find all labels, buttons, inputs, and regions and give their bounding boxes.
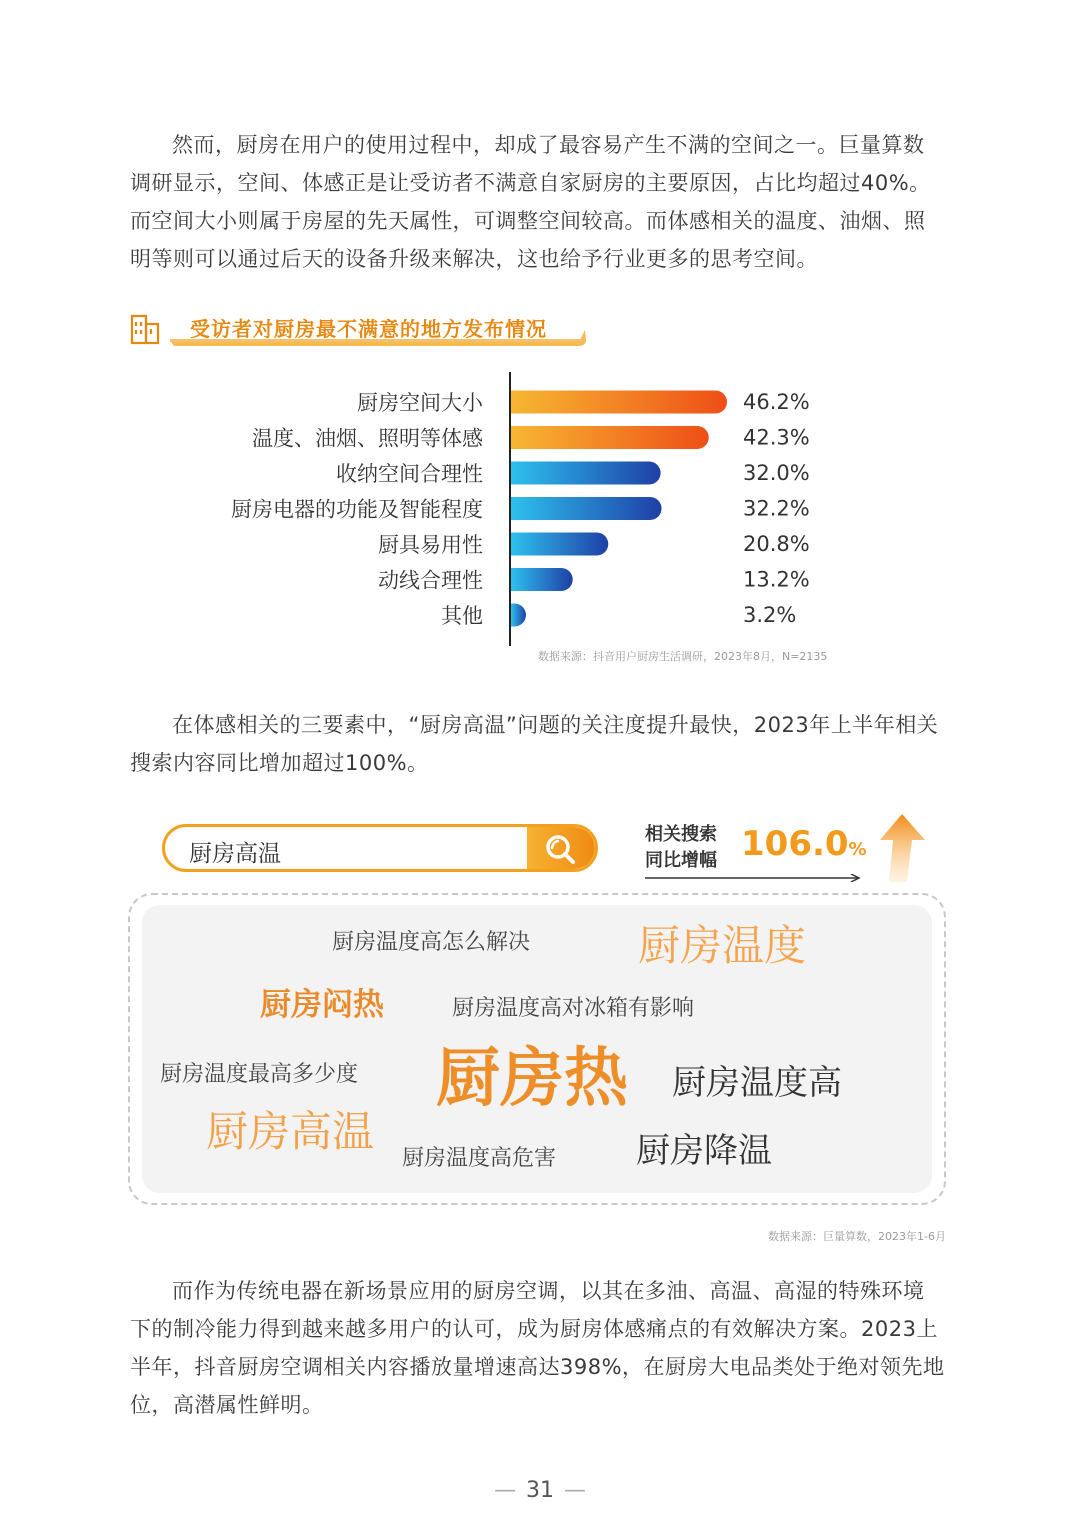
bar <box>511 497 662 520</box>
growth-value <box>741 824 867 864</box>
word-cloud-panel <box>142 905 932 1193</box>
category-label: 厨房电器的功能及智能程度 <box>231 497 483 522</box>
value-label: 20.8% <box>743 532 810 556</box>
bar <box>511 462 661 485</box>
kitchen-ac-paragraph: 而作为传统电器在新场景应用的厨房空调，以其在多油、高温、高湿的特殊环境下的制冷能力得到越来越多用户的认可，成为厨房体感痛点的有效解决方案。2023上半年，抖音厨房空调相关内容播放量增速高达398%，在厨房大电品类处于绝对领先地位，高潜属性鲜明。 <box>130 1279 945 1417</box>
cloud-word: 厨房降温 <box>636 1131 772 1171</box>
cloud-word: 厨房温度高对冰箱有影响 <box>452 996 695 1021</box>
category-label: 其他 <box>441 604 483 628</box>
growth-label-line1: 相关搜索 <box>645 824 717 845</box>
cloud-word: 厨房温度 <box>638 921 807 970</box>
category-label: 收纳空间合理性 <box>336 462 483 486</box>
chart-title: 受访者对厨房最不满意的地方发布情况 <box>190 317 547 341</box>
bar <box>511 533 608 556</box>
category-label: 温度、油烟、照明等体感 <box>252 426 483 451</box>
word-cloud-source: 数据来源：巨量算数，2023年1-6月 <box>768 1230 946 1243</box>
intro-paragraph: 然而，厨房在用户的使用过程中，却成了最容易产生不满的空间之一。巨量算数调研显示，空间、体感正是让受访者不满意自家厨房的主要原因，占比均超过40%。而空间大小则属于房屋的先天属性，可调整空间较高。而体感相关的温度、油烟、照明等则可以通过后天的设备升级来解决，这也给予行业更多的思考空间。 <box>130 133 931 271</box>
cloud-word: 厨房温度高危害 <box>402 1146 557 1171</box>
value-label: 3.2% <box>743 603 797 627</box>
bar-chart <box>200 366 840 651</box>
page-number-value: 31 <box>526 1478 554 1503</box>
growth-number: 106.0 <box>741 824 849 864</box>
cloud-word: 厨房温度高怎么解决 <box>332 930 531 955</box>
search-bar[interactable] <box>162 824 598 872</box>
chart-heading <box>130 310 600 350</box>
value-label: 46.2% <box>743 390 810 414</box>
page-number: — 31 — <box>494 1478 586 1503</box>
value-label: 42.3% <box>743 425 810 450</box>
cloud-word: 厨房闷热 <box>260 987 384 1023</box>
cloud-word: 厨房温度最高多少度 <box>160 1062 359 1087</box>
chart-source: 数据来源：抖音用户厨房生活调研，2023年8月，N=2135 <box>538 650 828 663</box>
search-input[interactable]: 厨房高温 <box>189 841 281 867</box>
search-icon <box>542 831 578 867</box>
value-label: 32.2% <box>743 496 810 521</box>
search-button[interactable] <box>527 827 595 869</box>
growth-label-line2: 同比增幅 <box>645 850 717 871</box>
bar <box>511 391 727 414</box>
category-label: 动线合理性 <box>378 568 483 593</box>
cloud-word: 厨房热 <box>436 1042 628 1116</box>
category-label: 厨具易用性 <box>378 533 483 557</box>
value-label: 32.0% <box>743 461 810 485</box>
cloud-word: 厨房温度高 <box>672 1063 842 1103</box>
value-label: 13.2% <box>743 567 810 592</box>
category-label: 厨房空间大小 <box>357 391 483 415</box>
growth-underline-arrow <box>645 874 865 882</box>
bar <box>511 604 526 627</box>
bar <box>511 568 573 591</box>
growth-unit: % <box>848 839 867 860</box>
word-cloud <box>128 893 946 1205</box>
search-growth <box>645 818 925 888</box>
bar <box>511 426 709 449</box>
up-arrow-icon <box>877 812 927 884</box>
search-trend-paragraph: 在体感相关的三要素中，“厨房高温”问题的关注度提升最快，2023年上半年相关搜索内容同比增加超过100%。 <box>130 713 939 775</box>
cloud-word: 厨房高温 <box>206 1107 375 1156</box>
